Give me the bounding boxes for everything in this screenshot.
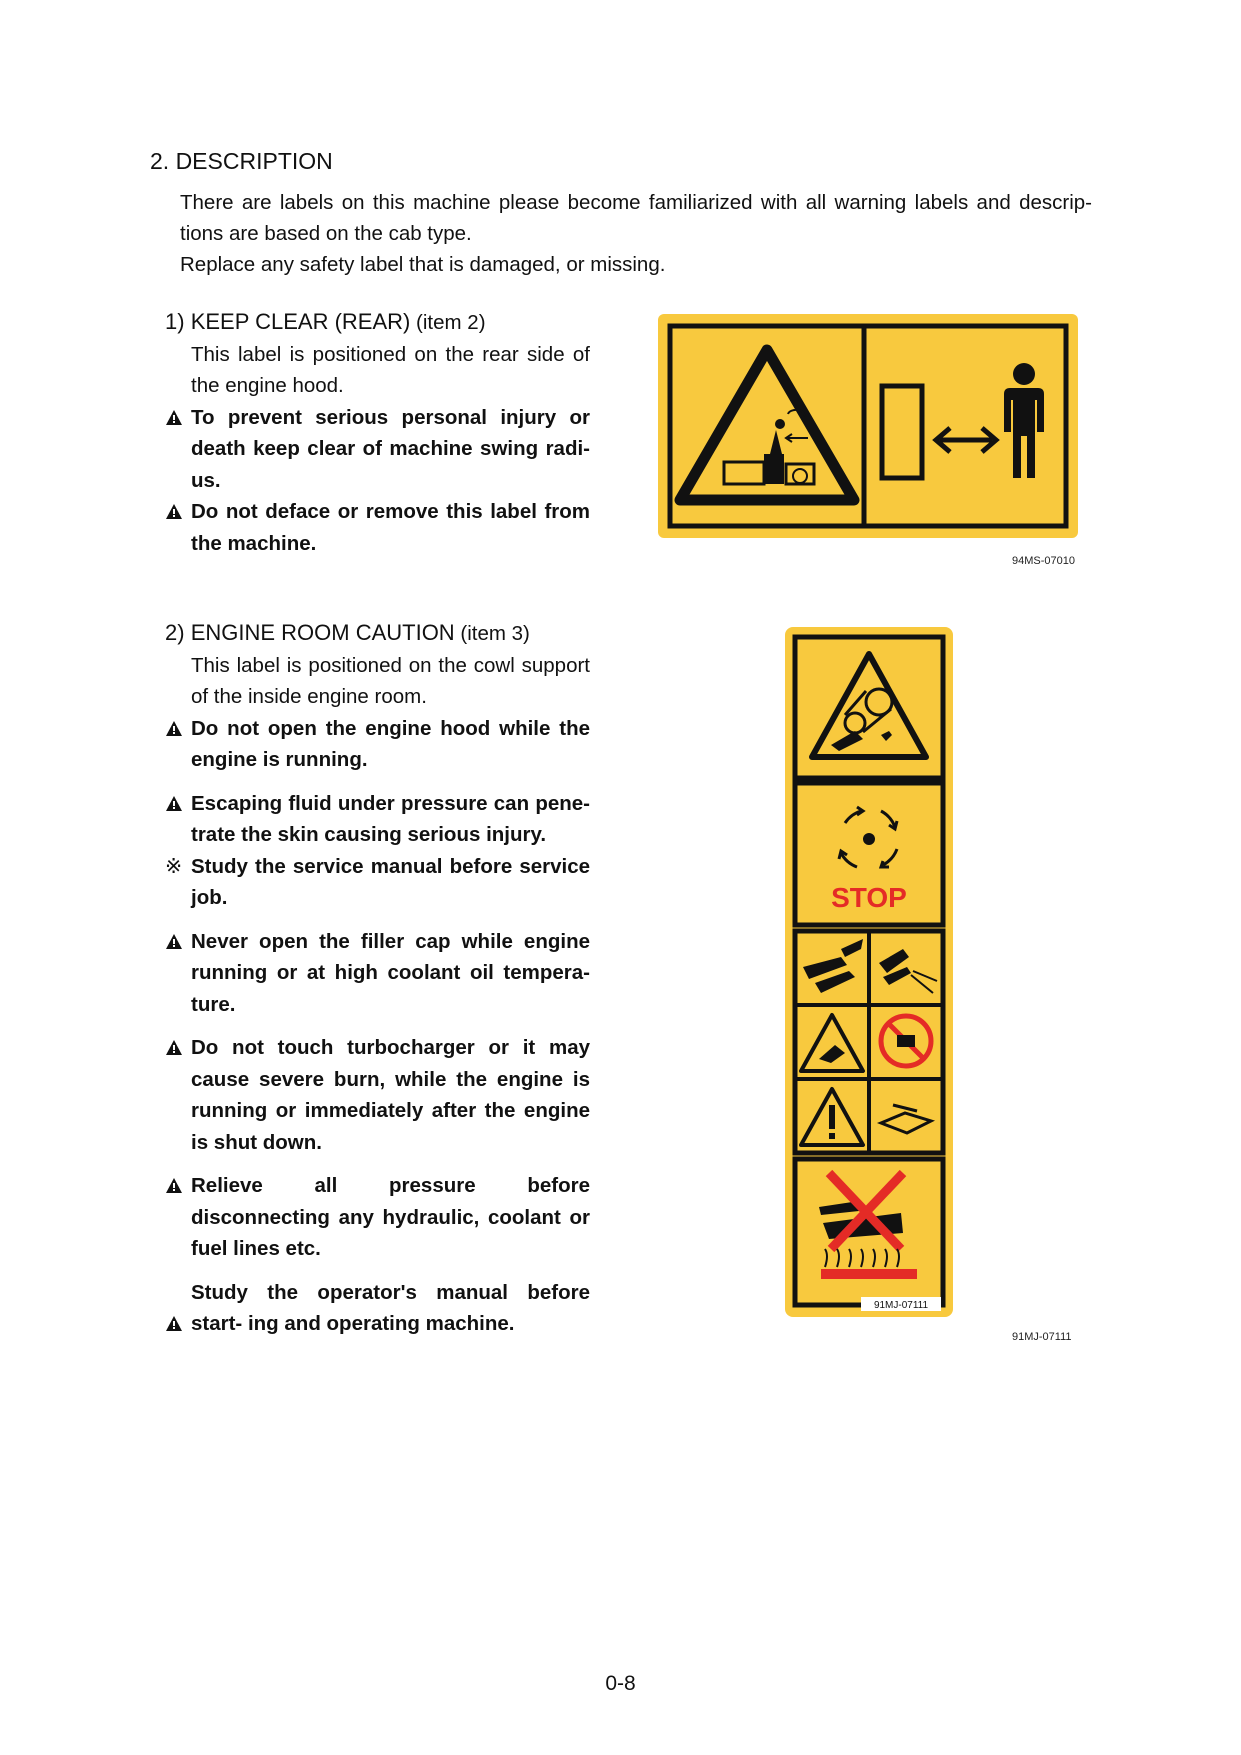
warning-triangle-icon [165,1308,187,1340]
section-keep-clear [165,306,590,559]
section-2-warning-1: Do not open the engine hood while the engine is running. [165,713,590,776]
warning-triangle-icon [165,496,187,528]
label-inner-code: 91MJ-07111 [873,1300,929,1311]
section-1-item: (item 2) [410,311,486,334]
section-heading: 2. DESCRIPTION [150,148,333,174]
warning-triangle-icon [165,926,187,958]
section-2-item: (item 3) [454,622,530,645]
section-2-warning-2: Escaping fluid under pressure can pene- trate the skin causing serious injury. [165,788,590,851]
section-2-warning-4: Do not touch turbocharger or it may cause severe burn, while the engine is running or immediately after the engine is shut down. [165,1032,590,1158]
note-mark: ※ [165,854,183,878]
section-2-warning-3: Never open the filler cap while engine running or at high coolant oil tempera- ture. [165,926,590,1021]
warning-triangle-icon [165,1032,187,1064]
section-engine-room-caution [165,617,590,1340]
section-2-title [165,617,590,650]
intro-paragraph-1: There are labels on this machine please become familiarized with all warning labels and descrip- tions are based on the cab type. [180,191,1092,245]
section-2-note: ※ Study the service manual before service job. [165,851,590,914]
page-number: 0-8 [605,1672,636,1695]
stop-text: STOP [831,882,907,913]
warning-triangle-icon [165,402,187,434]
keep-clear-label-image [658,314,1078,538]
keep-clear-image-code: 94MS-07010 [1012,555,1075,567]
section-2-number: 2) [165,620,185,645]
warning-triangle-icon [165,713,187,745]
section-2-title-text: ENGINE ROOM CAUTION [190,620,455,645]
intro-paragraph-2: Replace any safety label that is damaged, or missing. [180,253,666,276]
section-2-warning-5: Relieve all pressure before disconnecting any hydraulic, coolant or fuel lines etc. [165,1170,590,1265]
section-1-title-text: KEEP CLEAR (REAR) [190,309,411,334]
section-2-description: This label is positioned on the cowl support of the inside engine room. [191,653,590,708]
section-1-description: This label is positioned on the rear side of the engine hood. [191,342,590,397]
section-1-warning-1: To prevent serious personal injury or death keep clear of machine swing radi- us. [165,402,590,497]
warning-triangle-icon [165,1170,187,1202]
section-1-title [165,306,590,339]
warning-triangle-icon [165,788,187,820]
intro-text [180,187,1092,280]
engine-room-image-code: 91MJ-07111 [1012,1331,1072,1343]
section-1-warning-2: Do not deface or remove this label from the machine. [165,496,590,559]
section-1-number: 1) [165,309,185,334]
section-2-warning-6: Study the operator's manual before start- ing and operating machine. [165,1277,590,1340]
engine-room-label-image [785,627,953,1317]
